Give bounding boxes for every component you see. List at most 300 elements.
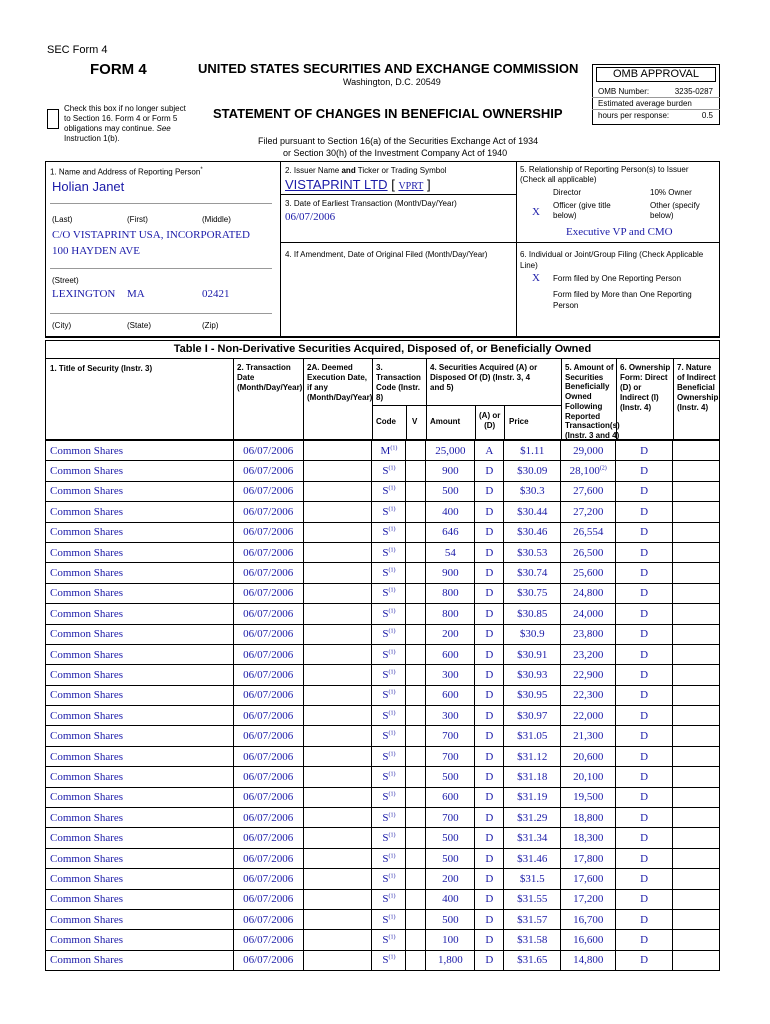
no-longer-subject-checkbox[interactable] bbox=[47, 109, 59, 129]
transaction-code-cell bbox=[372, 828, 406, 848]
officer-check-mark[interactable]: X bbox=[532, 206, 540, 218]
header-line: (D) bbox=[484, 421, 496, 430]
table-row bbox=[46, 644, 720, 664]
footnote-ref[interactable]: (1) bbox=[388, 608, 396, 615]
city-label: (City) bbox=[52, 321, 72, 330]
reporting-person-name[interactable]: Holian Janet bbox=[52, 179, 125, 194]
ownership-form-cell-value: D bbox=[640, 852, 649, 865]
acquired-disposed-cell bbox=[475, 909, 504, 929]
table-row bbox=[46, 889, 720, 909]
price-cell bbox=[504, 909, 561, 929]
acquired-disposed-cell bbox=[475, 522, 504, 542]
omb-divider bbox=[592, 97, 720, 98]
ownership-form-cell bbox=[616, 441, 673, 461]
footnote-ref[interactable]: (1) bbox=[388, 852, 396, 859]
transaction-date-cell-value: 06/07/2006 bbox=[243, 628, 294, 641]
footnote-ref[interactable]: (1) bbox=[388, 771, 396, 778]
acquired-disposed-cell-value: D bbox=[485, 872, 494, 885]
acquired-disposed-cell bbox=[475, 706, 504, 726]
amount-owned-cell-value: 23,200 bbox=[573, 648, 604, 661]
acquired-disposed-cell bbox=[475, 767, 504, 787]
deemed-date-cell bbox=[303, 644, 372, 664]
footnote-ref[interactable]: (1) bbox=[388, 812, 396, 819]
amount-cell bbox=[426, 665, 475, 685]
officer-title[interactable]: Executive VP and CMO bbox=[566, 226, 673, 238]
transaction-code-cell bbox=[372, 542, 406, 562]
transaction-code-cell-value: S bbox=[382, 567, 389, 580]
ownership-form-cell-value: D bbox=[640, 954, 649, 967]
security-title-cell bbox=[46, 889, 234, 909]
acquired-disposed-cell-value: D bbox=[485, 913, 494, 926]
security-title-cell bbox=[46, 808, 234, 828]
price-cell bbox=[504, 665, 561, 685]
footnote-ref[interactable]: (1) bbox=[388, 689, 396, 696]
footnote-ref[interactable]: (1) bbox=[388, 750, 396, 757]
acquired-disposed-cell bbox=[475, 746, 504, 766]
issuer-name[interactable]: VISTAPRINT LTD bbox=[285, 177, 388, 192]
footnote-ref[interactable]: (1) bbox=[390, 445, 398, 452]
security-title-cell-value: Common Shares bbox=[50, 750, 124, 763]
street-label: (Street) bbox=[52, 276, 79, 285]
table-row bbox=[46, 909, 720, 929]
amount-cell-value: 900 bbox=[442, 567, 459, 580]
price-cell-value: $30.91 bbox=[517, 648, 548, 661]
price-cell-value: $30.85 bbox=[517, 607, 548, 620]
amount-cell bbox=[426, 624, 475, 644]
ownership-form-cell bbox=[616, 909, 673, 929]
footnote-ref[interactable]: (1) bbox=[388, 934, 396, 941]
transaction-date-cell bbox=[233, 502, 303, 522]
price-cell bbox=[504, 767, 561, 787]
price-cell-value: $31.57 bbox=[517, 913, 548, 926]
more-persons-line: Form filed by More than One Reporting bbox=[553, 290, 692, 299]
amount-owned-cell-value: 17,800 bbox=[573, 852, 604, 865]
transaction-code-cell-value: S bbox=[382, 709, 389, 722]
amount-owned-cell-value: 26,554 bbox=[573, 526, 604, 539]
table-row bbox=[46, 542, 720, 562]
transaction-date-cell-value: 06/07/2006 bbox=[243, 709, 294, 722]
transaction-code-cell-value: S bbox=[382, 648, 389, 661]
price-cell-value: $31.5 bbox=[519, 872, 545, 885]
divider bbox=[280, 194, 516, 195]
transaction-date-cell bbox=[233, 808, 303, 828]
ownership-form-cell-value: D bbox=[640, 567, 649, 580]
acquired-disposed-cell-value: A bbox=[485, 444, 494, 457]
checkbox-text-part: obligations may continue. bbox=[64, 124, 155, 133]
address-line-2[interactable]: 100 HAYDEN AVE bbox=[52, 245, 141, 257]
transaction-date-cell-value: 06/07/2006 bbox=[243, 791, 294, 804]
v-cell bbox=[406, 563, 426, 583]
amount-owned-cell bbox=[561, 869, 616, 889]
nature-indirect-cell bbox=[673, 950, 720, 970]
ownership-form-cell bbox=[616, 644, 673, 664]
divider bbox=[516, 161, 517, 337]
col-title-of-security: 1. Title of Security (Instr. 3) bbox=[50, 364, 153, 373]
v-cell bbox=[406, 746, 426, 766]
earliest-transaction-date[interactable]: 06/07/2006 bbox=[285, 211, 336, 223]
header-line: Beneficial bbox=[677, 383, 715, 392]
amount-owned-cell bbox=[561, 441, 616, 461]
transaction-code-cell-value: S bbox=[382, 750, 389, 763]
amount-owned-cell-value: 20,100 bbox=[573, 770, 604, 783]
issuer-label-text: Ticker or Trading Symbol bbox=[357, 166, 447, 175]
divider bbox=[426, 358, 427, 440]
acquired-disposed-cell bbox=[475, 644, 504, 664]
price-cell-value: $30.09 bbox=[517, 465, 548, 478]
sec-form-label: SEC Form 4 bbox=[47, 44, 108, 56]
security-title-cell-value: Common Shares bbox=[50, 546, 124, 559]
security-title-cell bbox=[46, 502, 234, 522]
earliest-transaction-label: 3. Date of Earliest Transaction (Month/Day/Year) bbox=[285, 199, 457, 208]
location: Washington, D.C. 20549 bbox=[343, 77, 441, 87]
transaction-date-cell-value: 06/07/2006 bbox=[243, 465, 294, 478]
security-title-cell bbox=[46, 828, 234, 848]
transaction-date-cell-value: 06/07/2006 bbox=[243, 934, 294, 947]
security-title-cell-value: Common Shares bbox=[50, 444, 124, 457]
footnote-ref[interactable]: (1) bbox=[388, 914, 396, 921]
transaction-code-cell-value: S bbox=[382, 852, 389, 865]
amount-cell bbox=[426, 502, 475, 522]
transaction-code-cell bbox=[372, 583, 406, 603]
table-row bbox=[46, 522, 720, 542]
issuer-ticker[interactable]: VPRT bbox=[398, 181, 424, 192]
ownership-form-cell bbox=[616, 726, 673, 746]
nature-indirect-cell bbox=[673, 848, 720, 868]
divider bbox=[561, 358, 562, 440]
table-row bbox=[46, 808, 720, 828]
footnote-ref[interactable]: (1) bbox=[388, 648, 396, 655]
ownership-form-cell-value: D bbox=[640, 750, 649, 763]
omb-number-label: OMB Number: bbox=[598, 87, 650, 96]
officer-option[interactable] bbox=[553, 201, 611, 221]
footnote-ref[interactable]: (1) bbox=[388, 893, 396, 900]
price-cell bbox=[504, 746, 561, 766]
price-cell-value: $30.93 bbox=[517, 668, 548, 681]
address-line-1[interactable]: C/O VISTAPRINT USA, INCORPORATED bbox=[52, 229, 250, 241]
v-cell bbox=[406, 767, 426, 787]
v-cell bbox=[406, 930, 426, 950]
v-cell bbox=[406, 604, 426, 624]
table-row bbox=[46, 624, 720, 644]
transaction-code-cell bbox=[372, 604, 406, 624]
amount-cell-value: 700 bbox=[442, 730, 459, 743]
amount-cell-value: 100 bbox=[442, 934, 459, 947]
ownership-form-cell-value: D bbox=[640, 526, 649, 539]
omb-approval-box bbox=[592, 64, 720, 125]
amount-owned-cell-value: 24,000 bbox=[573, 607, 604, 620]
header-line: Execution Date, bbox=[307, 373, 368, 382]
v-cell bbox=[406, 787, 426, 807]
transaction-date-cell bbox=[233, 869, 303, 889]
transaction-code-cell-value: S bbox=[382, 668, 389, 681]
amount-cell-value: 400 bbox=[442, 505, 459, 518]
transaction-date-cell bbox=[233, 909, 303, 929]
footnote-ref[interactable]: (1) bbox=[388, 526, 396, 533]
price-cell bbox=[504, 848, 561, 868]
transaction-code-cell bbox=[372, 624, 406, 644]
footnote-ref[interactable]: (1) bbox=[388, 832, 396, 839]
deemed-date-cell bbox=[303, 441, 372, 461]
v-cell bbox=[406, 583, 426, 603]
transaction-code-cell-value: S bbox=[382, 832, 389, 845]
transaction-date-cell-value: 06/07/2006 bbox=[243, 770, 294, 783]
acquired-disposed-cell bbox=[475, 624, 504, 644]
ownership-form-cell bbox=[616, 746, 673, 766]
amount-owned-cell-value: 25,600 bbox=[573, 567, 604, 580]
checkbox-instructions bbox=[64, 104, 186, 144]
footnote-ref[interactable]: (1) bbox=[388, 730, 396, 737]
v-cell bbox=[406, 909, 426, 929]
nature-indirect-cell bbox=[673, 502, 720, 522]
ownership-form-cell bbox=[616, 604, 673, 624]
footnote-ref[interactable]: (1) bbox=[388, 873, 396, 880]
divider bbox=[406, 405, 407, 440]
nature-indirect-cell bbox=[673, 726, 720, 746]
amount-owned-cell-value: 14,800 bbox=[573, 954, 604, 967]
transaction-code-cell bbox=[372, 522, 406, 542]
ownership-form-cell-value: D bbox=[640, 934, 649, 947]
security-title-cell bbox=[46, 441, 234, 461]
ownership-form-cell-value: D bbox=[640, 893, 649, 906]
amount-cell bbox=[426, 848, 475, 868]
amount-owned-cell-value: 16,600 bbox=[573, 934, 604, 947]
transaction-date-cell-value: 06/07/2006 bbox=[243, 954, 294, 967]
transaction-code-cell-value: S bbox=[382, 730, 389, 743]
amount-owned-cell-value: 27,200 bbox=[573, 505, 604, 518]
transaction-code-cell bbox=[372, 808, 406, 828]
city-underline bbox=[50, 313, 272, 314]
transaction-date-cell bbox=[233, 930, 303, 950]
transaction-date-cell bbox=[233, 624, 303, 644]
amount-cell bbox=[426, 522, 475, 542]
header-line: Ownership bbox=[677, 393, 719, 402]
footnote-ref[interactable]: (1) bbox=[388, 546, 396, 553]
acquired-disposed-cell-value: D bbox=[485, 689, 494, 702]
other-option-line: Other (specify bbox=[650, 201, 700, 210]
ten-percent-owner-option[interactable]: 10% Owner bbox=[650, 188, 692, 197]
transaction-code-cell bbox=[372, 869, 406, 889]
ownership-form-cell-value: D bbox=[640, 668, 649, 681]
footnote-ref[interactable]: (1) bbox=[388, 628, 396, 635]
relationship-label-line: 5. Relationship of Reporting Person(s) to Issuer bbox=[520, 165, 689, 174]
footnote-ref[interactable]: (2) bbox=[599, 465, 607, 472]
ownership-form-cell bbox=[616, 828, 673, 848]
omb-number-value: 3235-0287 bbox=[674, 87, 713, 96]
deemed-date-cell bbox=[303, 848, 372, 868]
amount-cell bbox=[426, 950, 475, 970]
header-line: and 5) bbox=[430, 383, 454, 392]
divider bbox=[45, 337, 720, 338]
divider bbox=[303, 358, 304, 440]
sub-v: V bbox=[412, 417, 418, 426]
footnote-ref[interactable]: (1) bbox=[388, 954, 396, 961]
security-title-cell-value: Common Shares bbox=[50, 668, 124, 681]
nature-indirect-cell bbox=[673, 441, 720, 461]
transaction-date-cell bbox=[233, 848, 303, 868]
divider bbox=[280, 242, 720, 243]
omb-hours-value: 0.5 bbox=[701, 111, 713, 120]
header-line: 3. bbox=[376, 363, 383, 372]
acquired-disposed-cell bbox=[475, 787, 504, 807]
table-row bbox=[46, 848, 720, 868]
amount-owned-cell bbox=[561, 604, 616, 624]
ownership-form-cell bbox=[616, 950, 673, 970]
price-cell bbox=[504, 930, 561, 950]
ownership-form-cell bbox=[616, 889, 673, 909]
header-line: if any bbox=[307, 383, 328, 392]
price-cell-value: $31.34 bbox=[517, 832, 548, 845]
more-persons-option[interactable] bbox=[553, 289, 692, 311]
deemed-date-cell bbox=[303, 726, 372, 746]
v-cell bbox=[406, 950, 426, 970]
table-row bbox=[46, 665, 720, 685]
security-title-cell bbox=[46, 644, 234, 664]
amount-owned-cell bbox=[561, 665, 616, 685]
amount-owned-cell bbox=[561, 848, 616, 868]
reporting-person-label bbox=[50, 167, 203, 177]
col-ownership-form bbox=[620, 363, 670, 413]
reporting-person-asterisk: * bbox=[200, 167, 203, 173]
amount-owned-cell bbox=[561, 930, 616, 950]
price-cell bbox=[504, 563, 561, 583]
header-line: Following bbox=[565, 401, 603, 411]
price-cell bbox=[504, 950, 561, 970]
acquired-disposed-cell bbox=[475, 563, 504, 583]
acquired-disposed-cell-value: D bbox=[485, 770, 494, 783]
checkbox-text-line: Instruction 1(b). bbox=[64, 134, 120, 143]
amount-owned-cell bbox=[561, 950, 616, 970]
price-cell bbox=[504, 889, 561, 909]
security-title-cell bbox=[46, 685, 234, 705]
header-line: 4. Securities Acquired (A) or bbox=[430, 363, 538, 372]
amount-cell bbox=[426, 644, 475, 664]
transaction-date-cell-value: 06/07/2006 bbox=[243, 832, 294, 845]
price-cell-value: $31.12 bbox=[517, 750, 548, 763]
acquired-disposed-cell-value: D bbox=[485, 852, 494, 865]
footnote-ref[interactable]: (1) bbox=[388, 567, 396, 574]
price-cell bbox=[504, 604, 561, 624]
zip-value[interactable]: 02421 bbox=[202, 288, 230, 300]
state-value[interactable]: MA bbox=[127, 288, 145, 300]
deemed-date-cell bbox=[303, 461, 372, 481]
amount-cell-value: 500 bbox=[442, 852, 459, 865]
deemed-date-cell bbox=[303, 563, 372, 583]
transaction-code-cell bbox=[372, 461, 406, 481]
footnote-ref[interactable]: (1) bbox=[388, 485, 396, 492]
city-value[interactable]: LEXINGTON bbox=[52, 288, 116, 300]
security-title-cell bbox=[46, 665, 234, 685]
amount-cell bbox=[426, 441, 475, 461]
one-person-check-mark[interactable]: X bbox=[532, 272, 540, 284]
acquired-disposed-cell bbox=[475, 665, 504, 685]
acquired-disposed-cell bbox=[475, 869, 504, 889]
other-option[interactable] bbox=[650, 201, 700, 221]
address-underline bbox=[50, 268, 272, 269]
header-line: Transaction(s) bbox=[565, 421, 620, 431]
deemed-date-cell bbox=[303, 909, 372, 929]
transaction-date-cell bbox=[233, 542, 303, 562]
transaction-date-cell bbox=[233, 706, 303, 726]
deemed-date-cell bbox=[303, 787, 372, 807]
acquired-disposed-cell-value: D bbox=[485, 465, 494, 478]
amount-owned-cell bbox=[561, 909, 616, 929]
amount-cell-value: 500 bbox=[442, 485, 459, 498]
price-cell bbox=[504, 726, 561, 746]
amount-cell-value: 600 bbox=[442, 648, 459, 661]
ownership-form-cell bbox=[616, 848, 673, 868]
ownership-form-cell-value: D bbox=[640, 607, 649, 620]
footnote-ref[interactable]: (1) bbox=[388, 465, 396, 472]
header-line: Reported bbox=[565, 411, 601, 421]
deemed-date-cell bbox=[303, 889, 372, 909]
director-option[interactable]: Director bbox=[553, 188, 582, 197]
deemed-date-cell bbox=[303, 604, 372, 624]
nature-indirect-cell bbox=[673, 522, 720, 542]
footnote-ref[interactable]: (1) bbox=[388, 587, 396, 594]
security-title-cell bbox=[46, 767, 234, 787]
table-row bbox=[46, 583, 720, 603]
one-person-option[interactable]: Form filed by One Reporting Person bbox=[553, 274, 682, 283]
transaction-code-cell bbox=[372, 746, 406, 766]
amount-owned-cell-value: 23,800 bbox=[573, 628, 604, 641]
security-title-cell bbox=[46, 787, 234, 807]
ownership-form-cell bbox=[616, 563, 673, 583]
deemed-date-cell bbox=[303, 624, 372, 644]
nature-indirect-cell bbox=[673, 604, 720, 624]
acquired-disposed-cell-value: D bbox=[485, 709, 494, 722]
ownership-form-cell-value: D bbox=[640, 648, 649, 661]
amount-owned-cell-value: 21,300 bbox=[573, 730, 604, 743]
omb-title: OMB APPROVAL bbox=[613, 68, 699, 80]
checkbox-text-line: Check this box if no longer subject bbox=[64, 104, 186, 113]
amount-cell bbox=[426, 869, 475, 889]
amount-owned-cell bbox=[561, 644, 616, 664]
ownership-form-cell-value: D bbox=[640, 465, 649, 478]
transaction-code-cell-value: S bbox=[382, 607, 389, 620]
amendment-label: 4. If Amendment, Date of Original Filed (Month/Day/Year) bbox=[285, 250, 488, 259]
ownership-form-cell bbox=[616, 767, 673, 787]
footnote-ref[interactable]: (1) bbox=[388, 506, 396, 513]
table-row bbox=[46, 930, 720, 950]
acquired-disposed-cell bbox=[475, 889, 504, 909]
amount-owned-cell-value: 16,700 bbox=[573, 913, 604, 926]
ownership-form-cell bbox=[616, 787, 673, 807]
footnote-ref[interactable]: (1) bbox=[388, 710, 396, 717]
footnote-ref[interactable]: (1) bbox=[388, 791, 396, 798]
transaction-date-cell-value: 06/07/2006 bbox=[243, 546, 294, 559]
transaction-date-cell bbox=[233, 950, 303, 970]
security-title-cell-value: Common Shares bbox=[50, 954, 124, 967]
header-line: Indirect (I) bbox=[620, 393, 659, 402]
checkbox-text-line bbox=[64, 124, 186, 134]
deemed-date-cell bbox=[303, 665, 372, 685]
ticker-bracket-close: ] bbox=[427, 177, 431, 192]
amount-owned-cell bbox=[561, 828, 616, 848]
transaction-date-cell-value: 06/07/2006 bbox=[243, 567, 294, 580]
price-cell-value: $30.3 bbox=[519, 485, 545, 498]
amount-owned-cell bbox=[561, 461, 616, 481]
footnote-ref[interactable]: (1) bbox=[388, 669, 396, 676]
col-transaction-date bbox=[237, 363, 302, 393]
amount-cell bbox=[426, 481, 475, 501]
transaction-date-cell bbox=[233, 889, 303, 909]
transaction-code-cell-value: S bbox=[382, 872, 389, 885]
acquired-disposed-cell-value: D bbox=[485, 893, 494, 906]
nature-indirect-cell bbox=[673, 644, 720, 664]
security-title-cell-value: Common Shares bbox=[50, 730, 124, 743]
sub-amount: Amount bbox=[430, 417, 461, 426]
col-transaction-code bbox=[376, 363, 421, 403]
